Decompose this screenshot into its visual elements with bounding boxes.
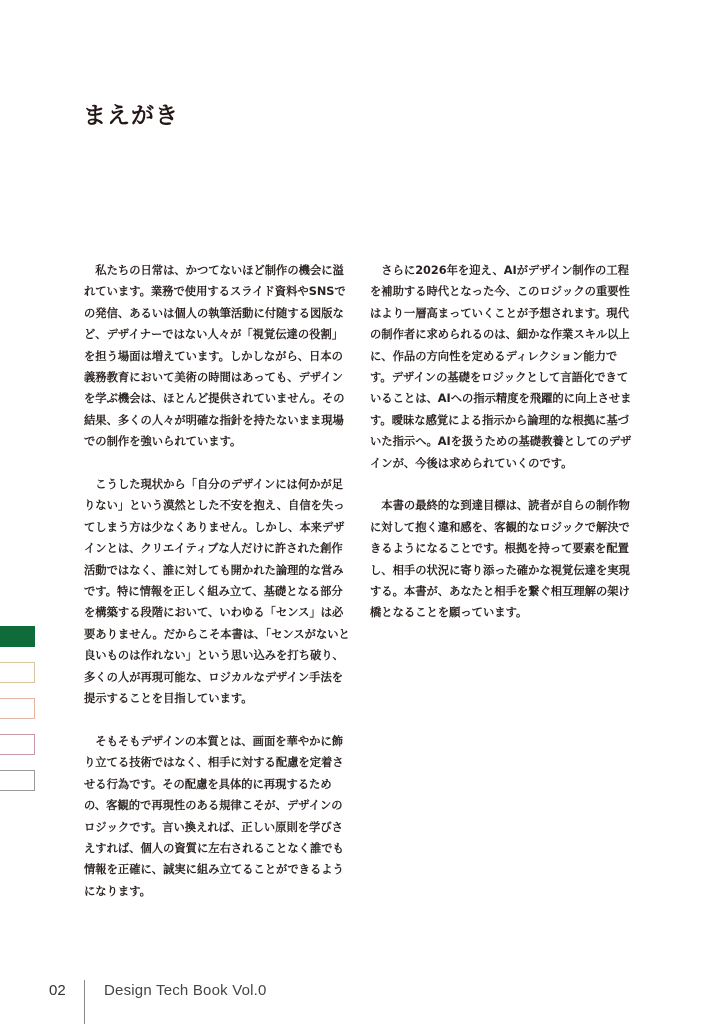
- chapter-tab-5[interactable]: [0, 770, 35, 791]
- paragraph: 本書の最終的な到達目標は、読者が自らの制作物に対して抱く違和感を、客観的なロジックで解決できるようになることです。根拠を持って要素を配置し、相手の状況に寄り添った確かな視覚伝達を実現する。本書が、あなたと相手を繋ぐ相互理解の架け橋となることを願っています。: [370, 499, 630, 620]
- chapter-tab-3[interactable]: [0, 698, 35, 719]
- paragraph: こうした現状から「自分のデザインには何かが足りない」という漠然とした不安を抱え、自信を失ってしまう方は少なくありません。しかし、本来デザインとは、クリエイティブな人だけに許された創作活動ではなく、誰に対しても開かれた論理的な営みです。特に情報を正しく組み立て、基礎となる部分を構築する段階において、いわゆる「センス」は必要ありません。だからこそ本書は、「センスがないと良いものは作れない」という思い込みを打ち破り、多くの人が再現可能な、ロジカルなデザイン手法を提示することを目指しています。: [84, 478, 350, 706]
- paragraph: 私たちの日常は、かつてないほど制作の機会に溢れています。業務で使用するスライド資料やSNSでの発信、あるいは個人の執筆活動に付随する図版など、デザイナーではない人々が「視覚伝達の役割」を担う場面は増えています。しかしながら、日本の義務教育において美術の時間はあっても、デザインを学ぶ機会は、ほとんど提供されていません。その結果、多くの人々が明確な指針を持たないまま現場での制作を強いられています。: [84, 264, 346, 449]
- chapter-tab-4[interactable]: [0, 734, 35, 755]
- paragraph: さらに2026年を迎え、AIがデザイン制作の工程を補助する時代となった今、このロジックの重要性はより一層高まっていくことが予想されます。現代の制作者に求められるのは、細かな作業スキル以上に、作品の方向性を定めるディレクション能力です。デザインの基礎をロジックとして言語化できていることは、AIへの指示精度を飛躍的に向上させます。曖昧な感覚による指示から論理的な根拠に基づいた指示へ。AIを扱うための基礎教養としてのデザインが、今後は求められていくのです。: [370, 264, 632, 470]
- chapter-tab-2[interactable]: [0, 662, 35, 683]
- page-number: 02: [49, 982, 66, 999]
- book-title: Design Tech Book Vol.0: [104, 982, 267, 999]
- body-column-left: [84, 260, 350, 924]
- footer-divider: [84, 980, 85, 1024]
- page-title: まえがき: [83, 103, 179, 129]
- page-footer: [0, 970, 724, 1024]
- paragraph: そもそもデザインの本質とは、画面を華やかに飾り立てる技術ではなく、相手に対する配慮を定着させる行為です。その配慮を具体的に再現するための、客観的で再現性のある規律こそが、デザインのロジックです。言い換えれば、正しい原則を学びさえすれば、個人の資質に左右されることなく誰でも情報を正確に、誠実に組み立てることができるようになります。: [84, 734, 344, 898]
- chapter-tab-1[interactable]: [0, 626, 35, 647]
- body-column-right: [370, 260, 636, 645]
